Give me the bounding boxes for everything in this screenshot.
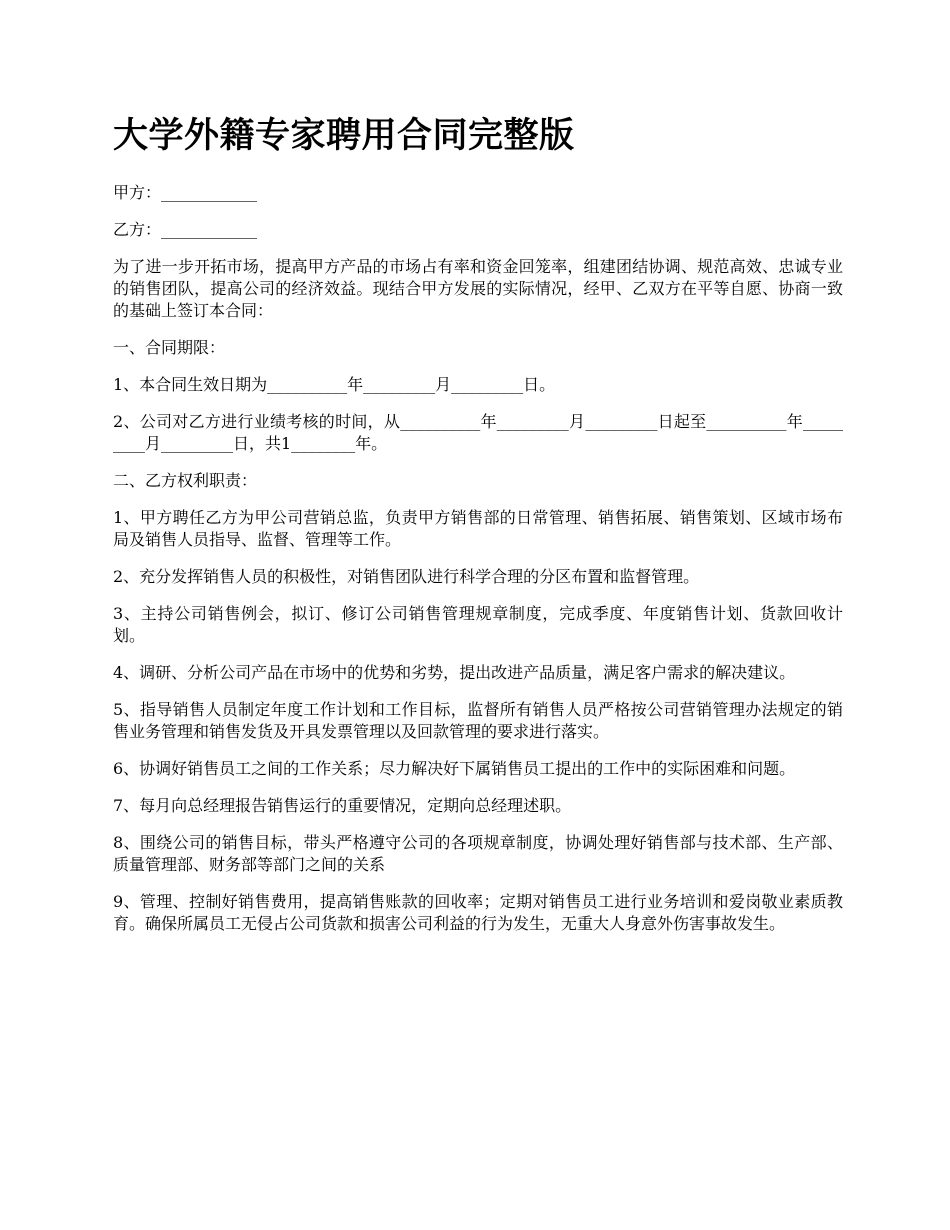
document-title: 大学外籍专家聘用合同完整版: [113, 115, 575, 156]
duty-clause-3: 3、主持公司销售例会，拟订、修订公司销售管理规章制度，完成季度、年度销售计划、货款回收计划。: [113, 604, 843, 645]
preamble-paragraph: 为了进一步开拓市场，提高甲方产品的市场占有率和资金回笼率，组建团结协调、规范高效、忠诚专业的销售团队，提高公司的经济效益。现结合甲方发展的实际情况，经甲、乙双方在平等自愿、协商一致的基础上签订本合同：: [113, 257, 843, 320]
duty-clause-9: 9、管理、控制好销售费用，提高销售账款的回收率；定期对销售员工进行业务培训和爱岗敬业素质教育。确保所属员工无侵占公司货款和损害公司利益的行为发生，无重大人身意外伤害事故发生。: [113, 892, 843, 933]
section-heading-contract-term: 一、合同期限：: [113, 338, 226, 357]
clause-assessment-period: 2、公司对乙方进行业绩考核的时间，从__________年_________月_________日起至__________年_________月_________日，共1________年。: [113, 412, 843, 453]
duty-clause-5: 5、指导销售人员制定年度工作计划和工作目标，监督所有销售人员严格按公司营销管理办法规定的销售业务管理和销售发货及开具发票管理以及回款管理的要求进行落实。: [113, 700, 843, 741]
clause-effective-date: 1、本合同生效日期为__________年_________月_________日。: [113, 375, 556, 394]
party-b-line: 乙方：____________: [113, 220, 258, 239]
duty-clause-7: 7、每月向总经理报告销售运行的重要情况，定期向总经理述职。: [113, 796, 572, 815]
document-page: [113, 112, 843, 950]
party-a-line: 甲方：____________: [113, 183, 258, 202]
duty-clause-1: 1、甲方聘任乙方为甲公司营销总监，负责甲方销售部的日常管理、销售拓展、销售策划、区域市场布局及销售人员指导、监督、管理等工作。: [113, 508, 843, 549]
duty-clause-2: 2、充分发挥销售人员的积极性，对销售团队进行科学合理的分区布置和监督管理。: [113, 567, 700, 586]
duty-clause-6: 6、协调好销售员工之间的工作关系；尽力解决好下属销售员工提出的工作中的实际困难和问题。: [113, 759, 796, 778]
section-heading-rights-duties: 二、乙方权利职责：: [113, 471, 258, 490]
duty-clause-8: 8、围绕公司的销售目标，带头严格遵守公司的各项规章制度，协调处理好销售部与技术部、生产部、质量管理部、财务部等部门之间的关系: [113, 833, 843, 874]
duty-clause-4: 4、调研、分析公司产品在市场中的优势和劣势，提出改进产品质量，满足客户需求的解决建议。: [113, 663, 796, 682]
